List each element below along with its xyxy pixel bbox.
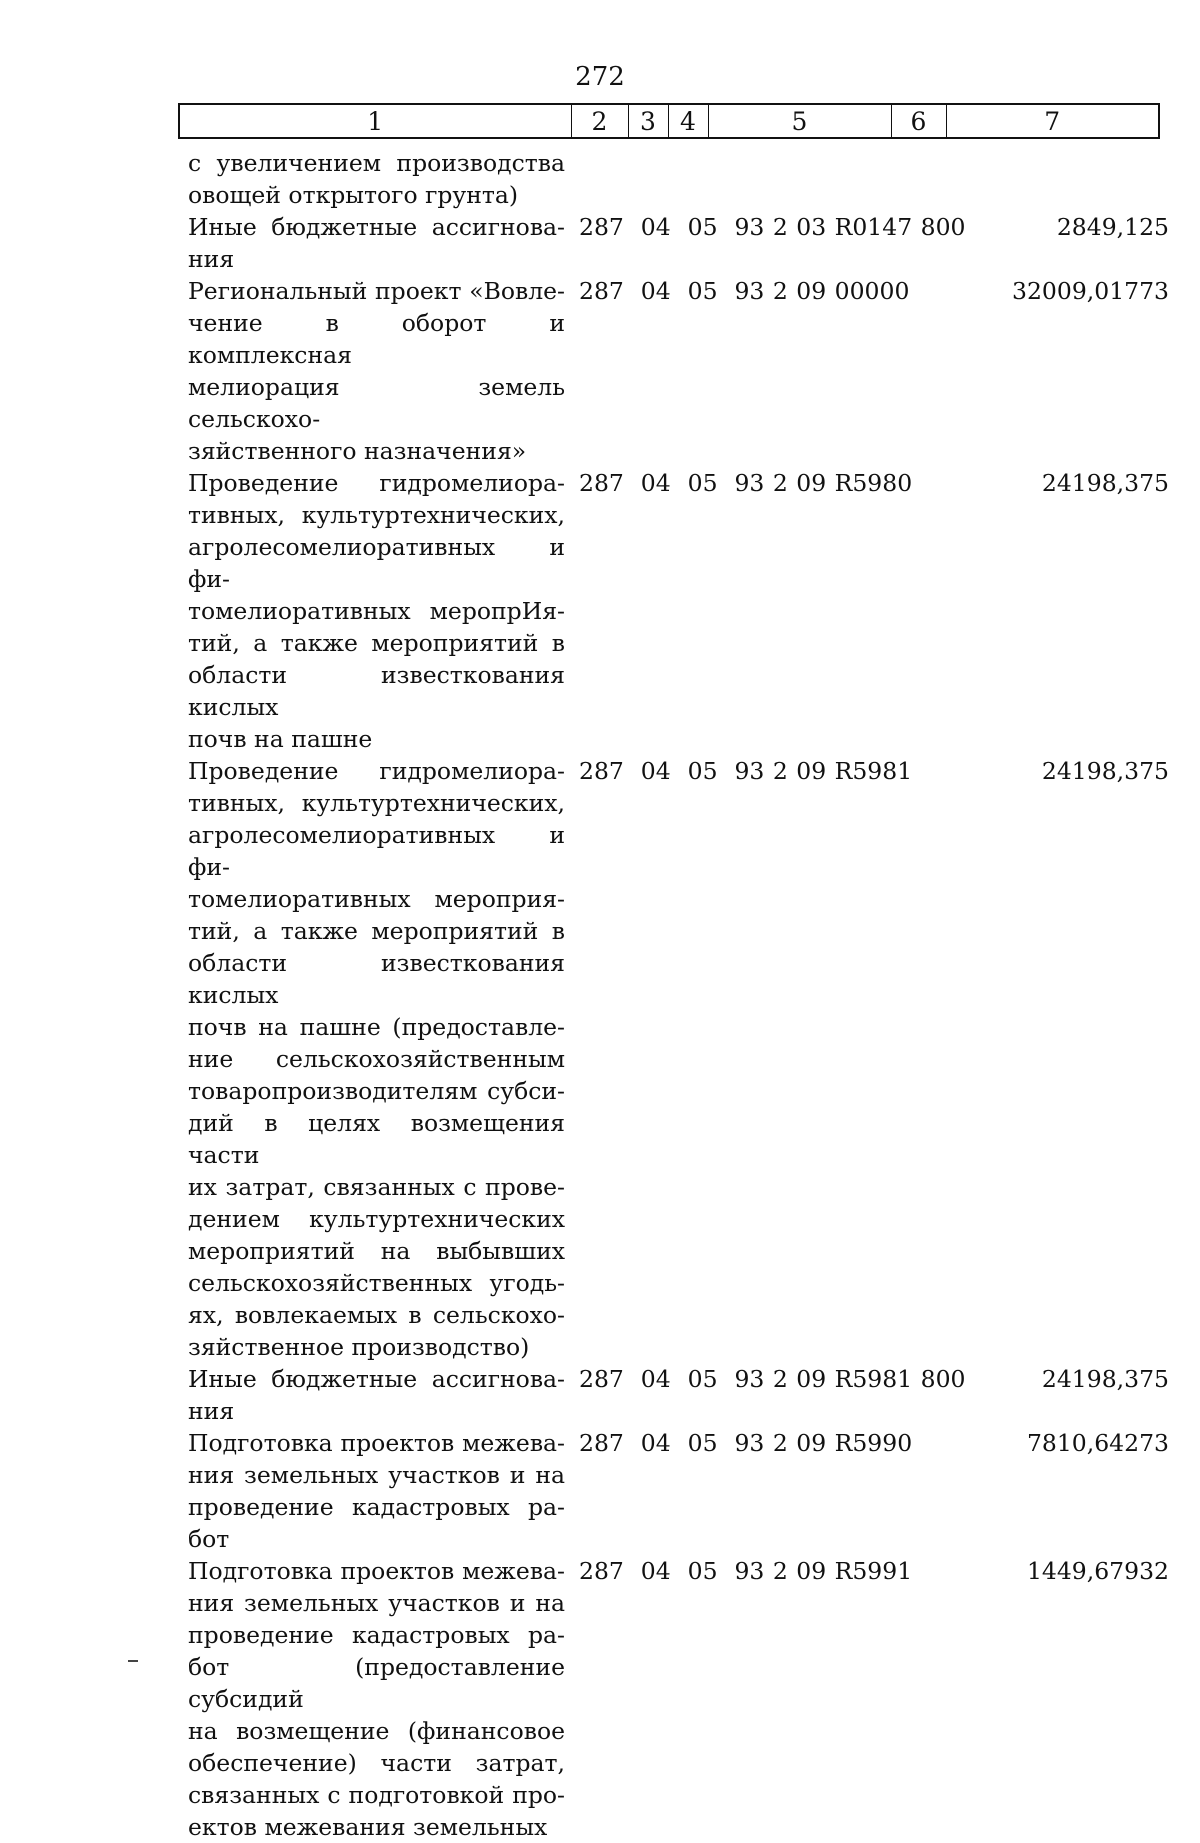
column-header-7: 7 <box>946 104 1159 138</box>
description-line: тий, а также мероприятий в <box>188 917 565 945</box>
description-line: зяйственного назначения» <box>188 437 527 465</box>
row-classification-code: 287 04 05 93 2 09 R5981 800 <box>579 1365 966 1393</box>
description-line: Проведение гидромелиора- <box>188 757 565 785</box>
description-line: дий в целях возмещения части <box>188 1109 565 1169</box>
table-row <box>188 147 1177 211</box>
row-classification-code: 287 04 05 93 2 09 00000 <box>579 277 910 305</box>
row-amount: 24198,375 <box>1041 469 1169 497</box>
description-line: Подготовка проектов межева- <box>188 1557 565 1585</box>
row-classification-code: 287 04 05 93 2 09 R5991 <box>579 1557 913 1585</box>
description-line: ектов межевания земельных <box>188 1813 548 1841</box>
description-line: ние сельскохозяйственным <box>188 1045 565 1073</box>
row-classification-code: 287 04 05 93 2 09 R5980 <box>579 469 913 497</box>
description-line: области известкования кислых <box>188 949 565 1009</box>
row-description <box>188 147 565 211</box>
description-line: тий, а также мероприятий в <box>188 629 565 657</box>
row-amount: 1449,67932 <box>1026 1557 1169 1585</box>
description-line: ния земельных участков и на <box>188 1461 565 1489</box>
description-line: ния земельных участков и на <box>188 1589 565 1617</box>
row-amount: 24198,375 <box>1041 757 1169 785</box>
row-classification-code <box>565 147 979 211</box>
column-header-5: 5 <box>708 104 891 138</box>
table-row <box>188 1555 1177 1843</box>
description-line: Региональный проект «Вовле- <box>188 277 565 305</box>
row-description <box>188 467 565 755</box>
row-amount <box>979 147 1177 211</box>
table-row <box>188 1427 1177 1555</box>
row-amount: 24198,375 <box>1041 1365 1169 1393</box>
description-line: Подготовка проектов межева- <box>188 1429 565 1457</box>
table-row <box>188 275 1177 467</box>
column-header-1: 1 <box>179 104 571 138</box>
description-line: дением культуртехнических <box>188 1205 565 1233</box>
description-line: их затрат, связанных с прове- <box>188 1173 565 1201</box>
description-line: тивных, культуртехнических, <box>188 789 565 817</box>
description-line: мероприятий на выбывших <box>188 1237 565 1265</box>
row-amount: 7810,64273 <box>1026 1429 1169 1457</box>
description-line: Иные бюджетные ассигнова- <box>188 213 565 241</box>
page-number: 272 <box>575 62 625 92</box>
row-description <box>188 1555 565 1843</box>
row-description <box>188 1427 565 1555</box>
row-description <box>188 755 565 1363</box>
budget-table-body <box>188 147 1177 1843</box>
column-header-6: 6 <box>891 104 946 138</box>
description-line: с увеличением производства <box>188 149 565 177</box>
description-line: почв на пашне (предоставле- <box>188 1013 565 1041</box>
table-row <box>188 1363 1177 1427</box>
row-description <box>188 211 565 275</box>
description-line: сельскохозяйственных угодь- <box>188 1269 565 1297</box>
description-line: тивных, культуртехнических, <box>188 501 565 529</box>
description-line: на возмещение (финансовое <box>188 1717 565 1745</box>
column-header-row <box>179 104 1159 138</box>
row-classification-code: 287 04 05 93 2 09 R5990 <box>579 1429 913 1457</box>
table-row <box>188 467 1177 755</box>
row-amount: 2849,125 <box>1056 213 1169 241</box>
description-line: бот (предоставление субсидий <box>188 1653 565 1713</box>
description-line: области известкования кислых <box>188 661 565 721</box>
description-line: чение в оборот и комплексная <box>188 309 565 369</box>
row-classification-code: 287 04 05 93 2 09 R5981 <box>579 757 913 785</box>
table-row <box>188 755 1177 1363</box>
description-line: агролесомелиоративных и фи- <box>188 821 565 881</box>
description-line: почв на пашне <box>188 725 373 753</box>
row-description <box>188 1363 565 1427</box>
description-line: Иные бюджетные ассигнова- <box>188 1365 565 1393</box>
description-line: товаропроизводителям субси- <box>188 1077 565 1105</box>
description-line: ния <box>188 245 235 273</box>
row-classification-code: 287 04 05 93 2 03 R0147 800 <box>579 213 966 241</box>
description-line: агролесомелиоративных и фи- <box>188 533 565 593</box>
description-line: ях, вовлекаемых в сельскохо- <box>188 1301 565 1329</box>
description-line: томелиоративных меропрИя- <box>188 597 565 625</box>
description-line: овощей открытого грунта) <box>188 181 519 209</box>
column-header-table <box>178 103 1160 139</box>
description-line: обеспечение) части затрат, <box>188 1749 565 1777</box>
table-row <box>188 211 1177 275</box>
row-description <box>188 275 565 467</box>
description-line: проведение кадастровых ра- <box>188 1621 565 1649</box>
description-line: Проведение гидромелиора- <box>188 469 565 497</box>
column-header-3: 3 <box>628 104 668 138</box>
description-line: зяйственное производство) <box>188 1333 530 1361</box>
column-header-2: 2 <box>571 104 628 138</box>
description-line: проведение кадастровых ра- <box>188 1493 565 1521</box>
scan-mark <box>128 1660 138 1662</box>
column-header-4: 4 <box>668 104 708 138</box>
description-line: ния <box>188 1397 235 1425</box>
description-line: мелиорация земель сельскохо- <box>188 373 565 433</box>
description-line: связанных с подготовкой про- <box>188 1781 565 1809</box>
description-line: томелиоративных мероприя- <box>188 885 565 913</box>
row-amount: 32009,01773 <box>1012 277 1169 305</box>
description-line: бот <box>188 1525 230 1553</box>
